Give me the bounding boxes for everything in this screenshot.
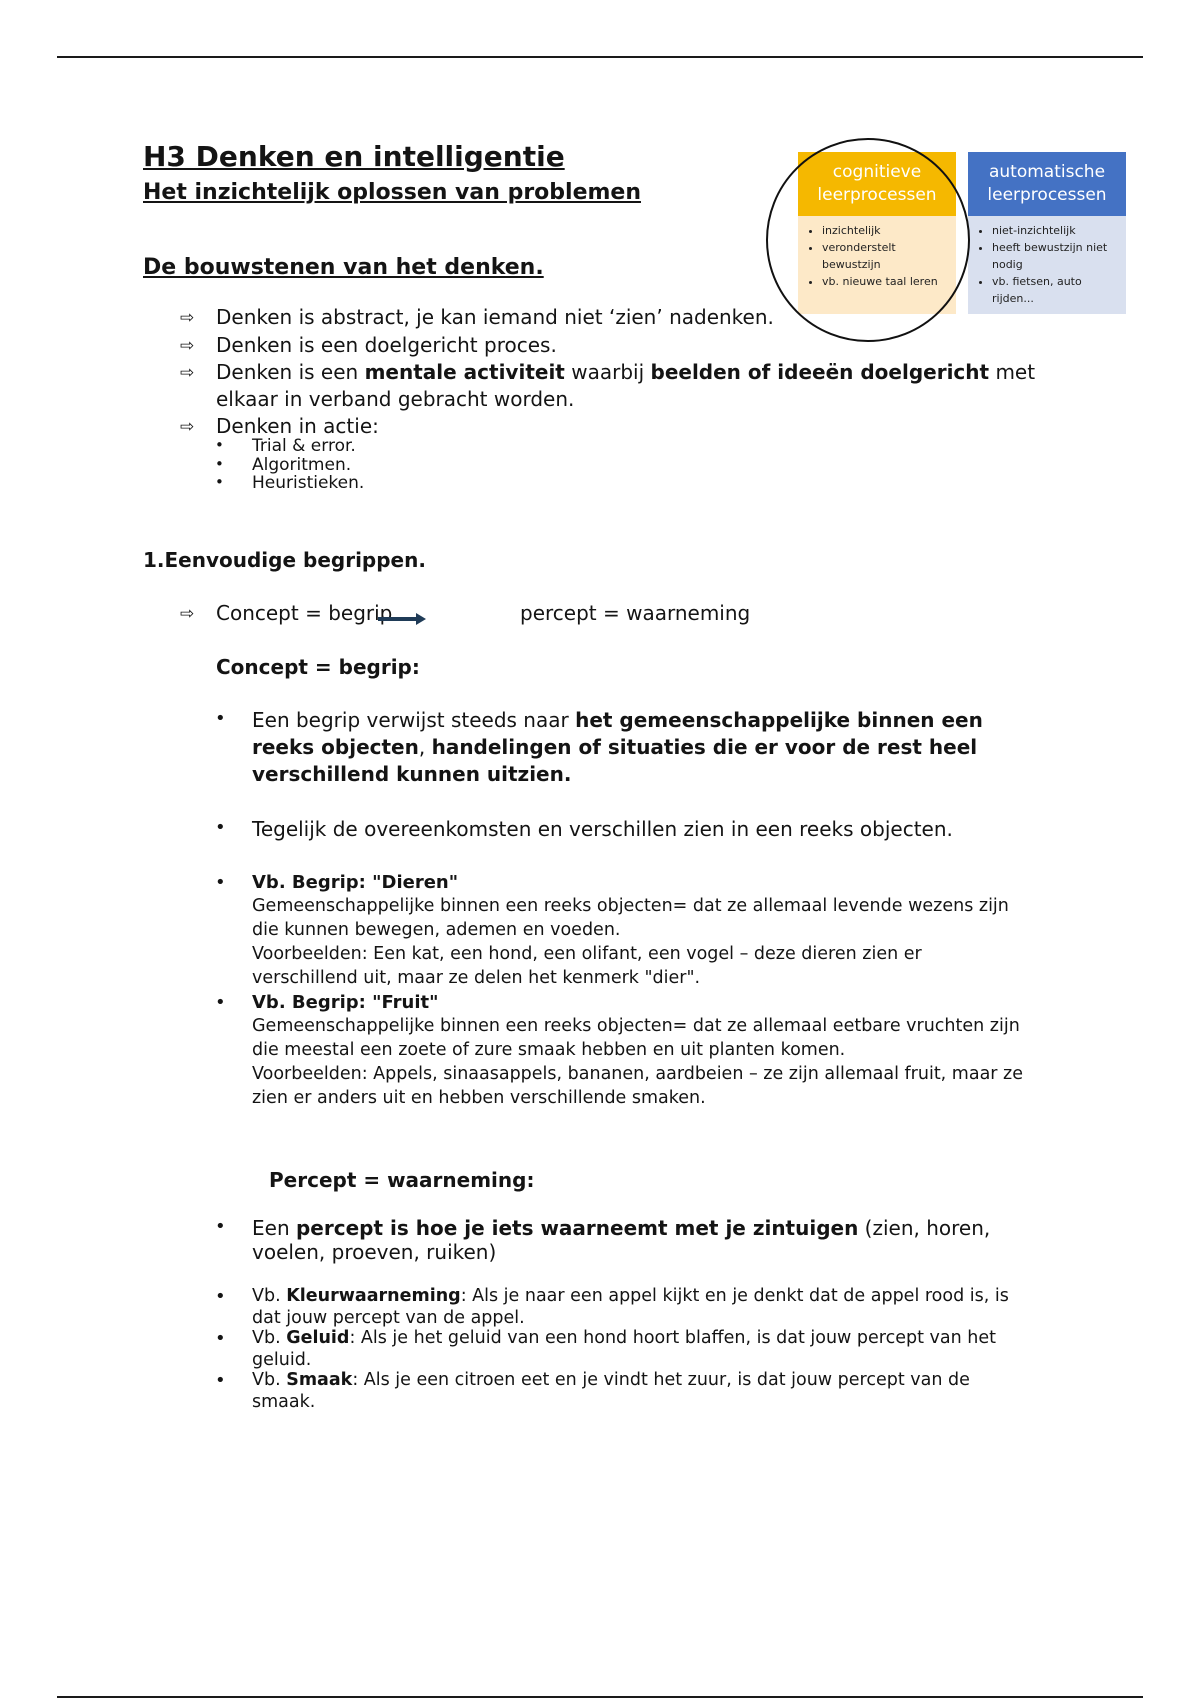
example-fruit-line: zien er anders uit en hebben verschillende smaken. (252, 1088, 706, 1108)
percept-example-smaak-cont: smaak. (252, 1392, 316, 1412)
percept-example-kleur-cont: dat jouw percept van de appel. (252, 1308, 525, 1328)
text-run: Denken is een (216, 360, 365, 384)
example-fruit-title: Vb. Begrip: "Fruit" (252, 992, 439, 1013)
text-run: Een begrip verwijst steeds naar (252, 708, 576, 732)
example-dieren-line: verschillend uit, maar ze delen het kenmerk "dier". (252, 968, 701, 988)
bullet-icon: • (215, 1286, 226, 1307)
concept-heading: Concept = begrip: (216, 655, 420, 679)
cognitive-box-body (798, 216, 956, 314)
begrip-line-3: verschillend kunnen uitzien. (252, 762, 572, 786)
concept-line: Concept = begrip (216, 601, 393, 625)
learning-process-diagram (760, 134, 1140, 344)
example-fruit-line: Gemeenschappelijke binnen een reeks objecten= dat ze allemaal eetbare vruchten zijn (252, 1016, 1020, 1036)
denken-line-1: Denken is abstract, je kan iemand niet ‘zien’ nadenken. (216, 305, 774, 329)
example-dieren-line: die kunnen bewegen, ademen en voeden. (252, 920, 621, 940)
bullet-icon: • (215, 436, 224, 454)
percept-line-2: voelen, proeven, ruiken) (252, 1240, 497, 1264)
percept-line: percept = waarneming (520, 601, 751, 625)
denken-line-3-cont: elkaar in verband gebracht worden. (216, 387, 575, 411)
bold-run: het gemeenschappelijke binnen een (575, 708, 983, 732)
bullet-icon: • (215, 1216, 226, 1237)
page-title: H3 Denken en intelligentie (143, 140, 565, 173)
automatic-box-title-2: leerprocessen (987, 185, 1107, 205)
automatic-box-body (968, 216, 1126, 314)
bullet-icon: • (215, 817, 226, 838)
bullet-icon: • (215, 872, 226, 893)
example-fruit-line: die meestal een zoete of zure smaak hebben en uit planten komen. (252, 1040, 846, 1060)
bullet-icon: • (215, 455, 224, 473)
denken-line-2: Denken is een doelgericht proces. (216, 333, 557, 357)
cognitive-box-title-1: cognitieve (832, 162, 922, 182)
arrow-bullet-icon: ⇨ (180, 336, 195, 356)
text-run: : Als je een citroen eet en je vindt het zuur, is dat jouw percept van de (352, 1370, 970, 1390)
bold-run: handelingen of situaties die er voor de rest heel (431, 735, 978, 759)
automatic-box-title-1: automatische (988, 162, 1106, 182)
text-run: Vb. (252, 1370, 287, 1390)
example-fruit-line: Voorbeelden: Appels, sinaasappels, bananen, aardbeien – ze zijn allemaal fruit, maar ze (252, 1064, 1024, 1084)
arrow-bullet-icon: ⇨ (180, 417, 195, 437)
top-rule (57, 56, 1143, 58)
cognitive-item: • inzichtelijk (822, 222, 948, 239)
bold-run: Kleurwaarneming (286, 1286, 461, 1306)
bullet-icon: • (215, 708, 226, 729)
example-dieren-line: Voorbeelden: Een kat, een hond, een olifant, een vogel – deze dieren zien er (252, 944, 922, 964)
percept-heading: Percept = waarneming: (269, 1168, 535, 1192)
sub-item: Algoritmen. (252, 455, 352, 475)
text-run: Vb. (252, 1286, 287, 1306)
bold-run: reeks objecten (252, 735, 419, 759)
text-run: Vb. (252, 1328, 287, 1348)
bullet-icon: • (215, 1370, 226, 1391)
automatic-item: • niet-inzichtelijk (992, 222, 1118, 239)
example-dieren-title: Vb. Begrip: "Dieren" (252, 872, 459, 893)
sub-item: Heuristieken. (252, 473, 365, 493)
percept-example-kleur (252, 1286, 1009, 1306)
example-dieren-line: Gemeenschappelijke binnen een reeks objecten= dat ze allemaal levende wezens zijn (252, 896, 1009, 916)
bullet-icon: • (215, 992, 226, 1013)
sub-item: Trial & error. (252, 436, 356, 456)
begrip-line-2 (252, 735, 977, 759)
section-heading-bouwstenen: De bouwstenen van het denken. (143, 255, 544, 280)
arrow-bullet-icon: ⇨ (180, 363, 195, 383)
arrow-bullet-icon: ⇨ (180, 308, 195, 328)
begrip-line-1 (252, 708, 983, 732)
percept-example-geluid (252, 1328, 996, 1348)
cognitive-box-header (798, 152, 956, 216)
percept-line-1 (252, 1216, 990, 1240)
bullet-icon: • (215, 1328, 226, 1349)
arrow-bullet-icon: ⇨ (180, 604, 195, 624)
bold-run: percept is hoe je iets waarneemt met je zintuigen (295, 1216, 859, 1240)
bold-run: Geluid (286, 1328, 350, 1348)
page-subtitle: Het inzichtelijk oplossen van problemen (143, 180, 641, 205)
bold-run: beelden of ideeën doelgericht (650, 360, 990, 384)
automatic-item: • heeft bewustzijn niet nodig (992, 239, 1118, 273)
text-run: : Als je het geluid van een hond hoort blaffen, is dat jouw percept van het (349, 1328, 996, 1348)
text-run: , (418, 735, 432, 759)
bottom-rule (57, 1696, 1143, 1698)
automatic-item: • vb. fietsen, auto rijden... (992, 273, 1118, 307)
denken-line-3 (216, 360, 1035, 384)
text-run: waarbij (564, 360, 651, 384)
text-run: Een (252, 1216, 296, 1240)
bold-run: Smaak (286, 1370, 353, 1390)
bullet-icon: • (215, 473, 224, 491)
text-run: met (989, 360, 1036, 384)
bold-run: mentale activiteit (364, 360, 565, 384)
begrip-line-4: Tegelijk de overeenkomsten en verschillen zien in een reeks objecten. (252, 817, 953, 841)
cognitive-item: • vb. nieuwe taal leren (822, 273, 948, 290)
text-run: : Als je naar een appel kijkt en je denkt dat de appel rood is, is (460, 1286, 1009, 1306)
right-arrow-icon (376, 612, 428, 626)
cognitive-box-title-2: leerprocessen (817, 185, 937, 205)
text-run: (zien, horen, (858, 1216, 991, 1240)
percept-example-geluid-cont: geluid. (252, 1350, 312, 1370)
percept-example-smaak (252, 1370, 970, 1390)
section-heading-begrippen: 1.Eenvoudige begrippen. (143, 548, 426, 572)
cognitive-item: • veronderstelt bewustzijn (822, 239, 948, 273)
automatic-box-header (968, 152, 1126, 216)
denken-line-4: Denken in actie: (216, 414, 379, 438)
